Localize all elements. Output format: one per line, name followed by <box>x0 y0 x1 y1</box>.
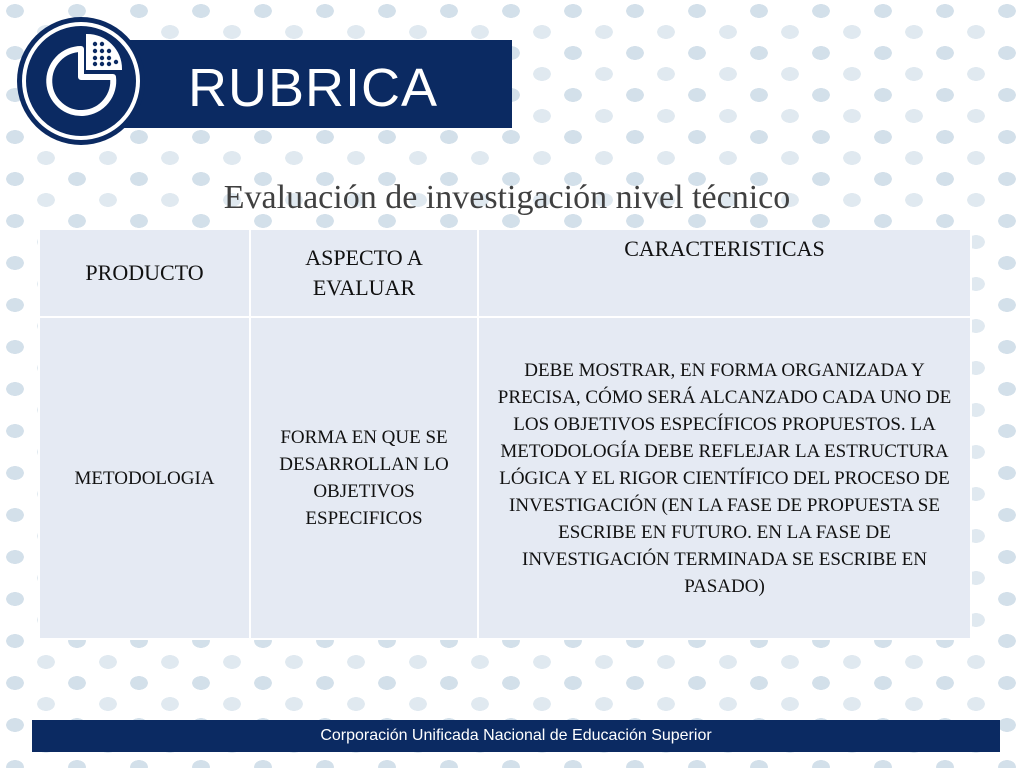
header-caracteristicas: CARACTERISTICAS <box>478 229 971 317</box>
logo-badge <box>17 17 145 145</box>
cell-caracteristicas: DEBE MOSTRAR, EN FORMA ORGANIZADA Y PRECISA, CÓMO SERÁ ALCANZADO CADA UNO DE LOS OBJETIVOS ESPECÍFICOS PROPUESTOS. LA METODOLOGÍA DEBE REFLEJAR LA ESTRUCTURA LÓGICA Y EL RIGOR CIENTÍFICO DEL PROCESO DE INVESTIGACIÓN (EN LA FASE DE PROPUESTA SE ESCRIBE EN FUTURO. EN LA FASE DE INVESTIGACIÓN TERMINADA SE ESCRIBE EN PASADO) <box>478 317 971 639</box>
slide-subtitle: Evaluación de investigación nivel técnico <box>223 179 791 216</box>
table-row <box>39 317 971 639</box>
header-producto: PRODUCTO <box>39 229 250 317</box>
cell-aspecto: FORMA EN QUE SE DESARROLLAN LO OBJETIVOS ESPECIFICOS <box>250 317 478 639</box>
page-title: RUBRICA <box>188 58 439 118</box>
rubric-table <box>38 228 972 640</box>
footer-bar <box>32 720 1000 752</box>
cell-producto: METODOLOGIA <box>39 317 250 639</box>
footer-text: Corporación Unificada Nacional de Educación Superior <box>320 727 712 744</box>
header-aspecto: ASPECTO A EVALUAR <box>250 229 478 317</box>
pie-chart-icon <box>17 17 145 145</box>
table-header-row <box>39 229 971 317</box>
